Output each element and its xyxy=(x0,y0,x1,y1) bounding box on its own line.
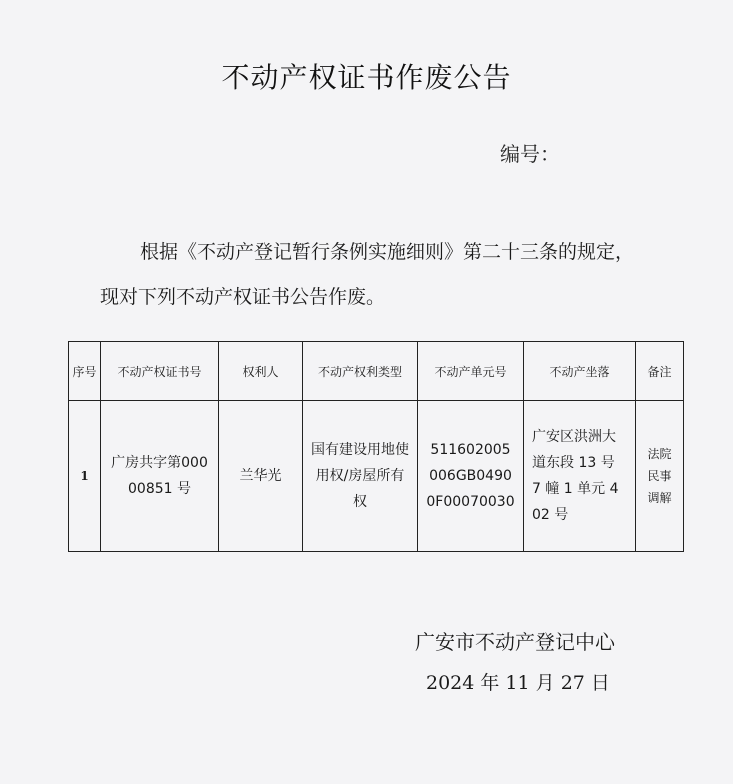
cell-unit-no: 511602005006GB04900F00070030 xyxy=(418,401,524,552)
issue-date: 2024 年 11 月 27 日 xyxy=(426,672,610,694)
header-unit-no: 不动产单元号 xyxy=(418,342,524,401)
issuer-name: 广安市不动产登记中心 xyxy=(415,630,615,654)
header-certificate-no: 不动产权证书号 xyxy=(101,342,219,401)
header-location: 不动产坐落 xyxy=(524,342,636,401)
cell-index: 1 xyxy=(69,401,101,552)
document-number-label: 编号： xyxy=(500,142,560,166)
page-title: 不动产权证书作废公告 xyxy=(221,61,512,94)
cell-location: 广安区洪洲大道东段 13 号 7 幢 1 单元 402 号 xyxy=(524,401,636,552)
table-header-row xyxy=(69,342,684,401)
header-right-type: 不动产权利类型 xyxy=(303,342,418,401)
header-remark: 备注 xyxy=(636,342,684,401)
header-index: 序号 xyxy=(69,342,101,401)
cell-certificate-no: 广房共字第00000851 号 xyxy=(101,401,219,552)
cell-holder: 兰华光 xyxy=(219,401,303,552)
table-row xyxy=(69,401,684,552)
notice-paragraph-line-1: 根据《不动产登记暂行条例实施细则》第二十三条的规定， xyxy=(140,241,635,263)
notice-paragraph-line-2: 现对下列不动产权证书公告作废。 xyxy=(100,286,386,308)
header-holder: 权利人 xyxy=(219,342,303,401)
cell-right-type: 国有建设用地使用权/房屋所有权 xyxy=(303,401,418,552)
void-certificate-table xyxy=(68,341,684,552)
cell-remark: 法院民事调解 xyxy=(636,401,684,552)
